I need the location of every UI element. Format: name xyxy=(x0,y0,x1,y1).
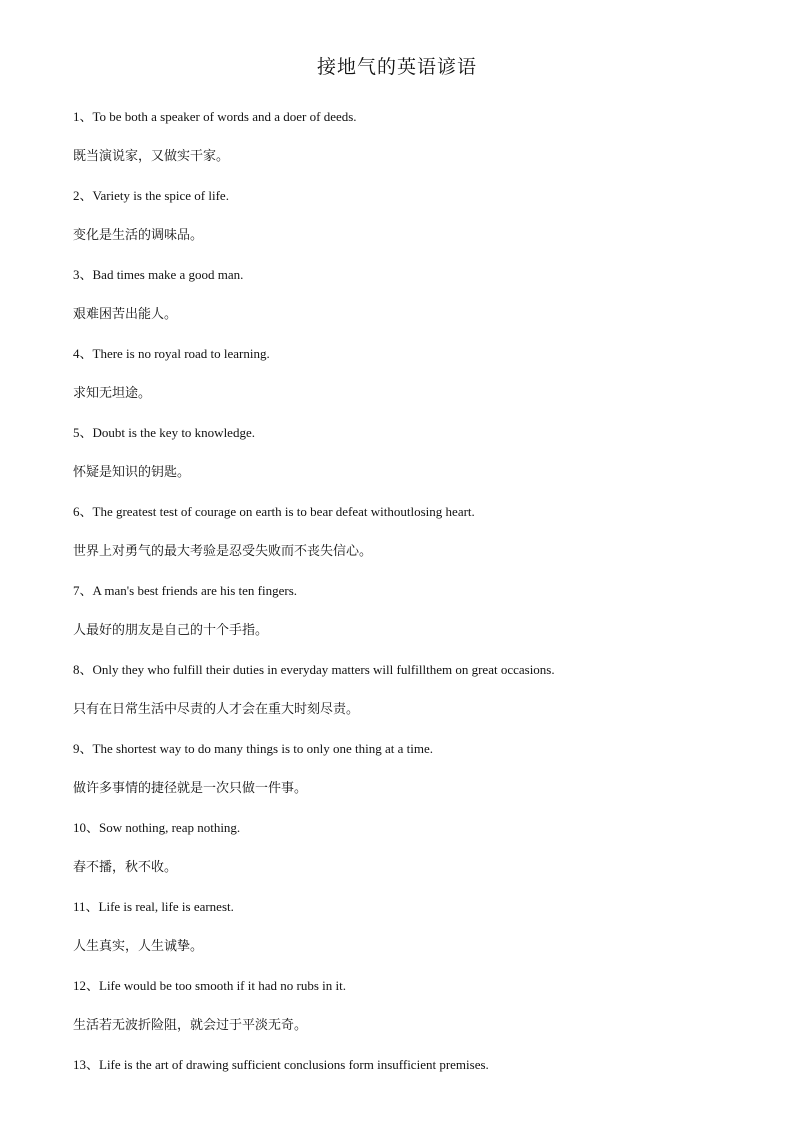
proverb-english: 5、Doubt is the key to knowledge. xyxy=(73,425,255,440)
proverb-entry xyxy=(73,264,753,326)
proverb-chinese: 变化是生活的调味品。 xyxy=(73,227,204,243)
proverb-english: 9、The shortest way to do many things is to only one thing at a time. xyxy=(73,741,433,756)
proverb-entry xyxy=(73,501,753,563)
proverb-entry xyxy=(73,106,753,168)
proverb-chinese: 生活若无波折险阻，就会过于平淡无奇。 xyxy=(73,1017,308,1033)
proverb-english: 4、There is no royal road to learning. xyxy=(73,346,270,361)
proverb-entry xyxy=(73,580,753,642)
proverb-entry xyxy=(73,975,753,1037)
proverb-entry xyxy=(73,343,753,405)
proverb-chinese: 做许多事情的捷径就是一次只做一件事。 xyxy=(73,780,308,796)
document-title: 接地气的英语谚语 xyxy=(316,56,477,78)
proverb-english: 11、Life is real, life is earnest. xyxy=(73,899,234,914)
proverb-entry xyxy=(73,896,753,958)
proverb-list xyxy=(73,106,753,1094)
proverb-entry xyxy=(73,817,753,879)
proverb-chinese: 艰难困苦出能人。 xyxy=(73,306,178,322)
proverb-entry xyxy=(73,422,753,484)
proverb-english: 1、To be both a speaker of words and a doer of deeds. xyxy=(73,109,357,124)
proverb-chinese: 春不播，秋不收。 xyxy=(73,859,178,875)
proverb-chinese: 人生真实，人生诚挚。 xyxy=(73,938,204,954)
proverb-chinese: 世界上对勇气的最大考验是忍受失败而不丧失信心。 xyxy=(73,543,373,559)
proverb-entry xyxy=(73,659,753,721)
proverb-english: 3、Bad times make a good man. xyxy=(73,267,244,282)
proverb-entry xyxy=(73,185,753,247)
proverb-english: 7、A man's best friends are his ten fingers. xyxy=(73,583,298,598)
proverb-entry xyxy=(73,738,753,800)
proverb-chinese: 求知无坦途。 xyxy=(73,385,152,401)
proverb-chinese: 只有在日常生活中尽责的人才会在重大时刻尽责。 xyxy=(73,701,360,717)
proverb-entry xyxy=(73,1054,753,1076)
proverb-chinese: 既当演说家，又做实干家。 xyxy=(73,148,230,164)
proverb-chinese: 怀疑是知识的钥匙。 xyxy=(73,464,191,480)
proverb-english: 10、Sow nothing, reap nothing. xyxy=(73,820,241,835)
proverb-english: 6、The greatest test of courage on earth is to bear defeat withoutlosing heart. xyxy=(73,504,475,519)
proverb-english: 13、Life is the art of drawing sufficient conclusions form insufficient premises. xyxy=(73,1057,489,1072)
proverb-chinese: 人最好的朋友是自己的十个手指。 xyxy=(73,622,269,638)
proverb-english: 2、Variety is the spice of life. xyxy=(73,188,229,203)
proverb-english: 12、Life would be too smooth if it had no rubs in it. xyxy=(73,978,346,993)
proverb-english: 8、Only they who fulfill their duties in everyday matters will fulfillthem on great occasions. xyxy=(73,662,555,677)
